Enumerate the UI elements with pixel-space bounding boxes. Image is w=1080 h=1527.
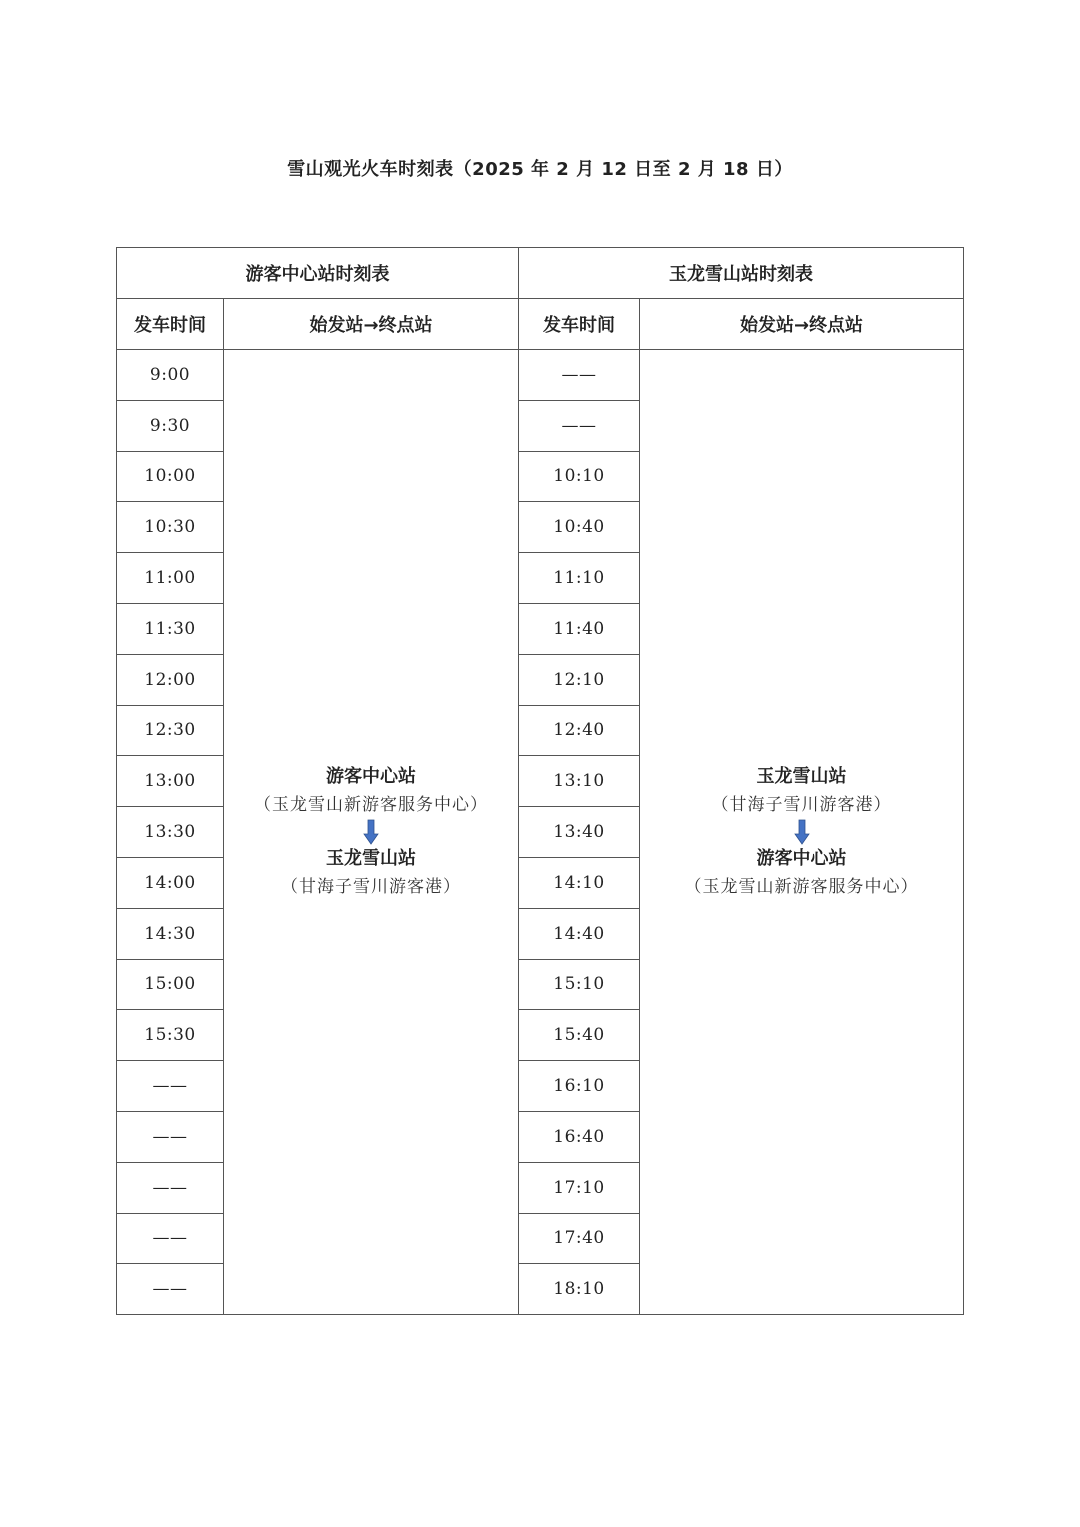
left-departure-time: 9:30 [117,400,224,451]
left-route-cell [224,350,519,1315]
column-header-row [117,299,964,350]
right-section-title: 玉龙雪山站时刻表 [519,248,964,299]
left-departure-time: 12:30 [117,705,224,756]
right-from-station: 玉龙雪山站 [756,766,847,788]
right-departure-time: 18:10 [519,1264,640,1315]
left-departure-time: 14:30 [117,908,224,959]
schedule-table [116,247,964,1315]
right-departure-time: 10:10 [519,451,640,502]
right-departure-time: 13:40 [519,807,640,858]
right-departure-time: 12:40 [519,705,640,756]
right-col-time-header: 发车时间 [519,299,640,350]
right-departure-time: 10:40 [519,502,640,553]
left-departure-time: 13:00 [117,756,224,807]
left-departure-time: —— [117,1162,224,1213]
page-title: 雪山观光火车时刻表（2025 年 2 月 12 日至 2 月 18 日） [287,159,793,180]
left-col-route-header: 始发站→终点站 [224,299,519,350]
right-departure-time: —— [519,400,640,451]
left-departure-time: 15:30 [117,1010,224,1061]
left-col-time-header: 发车时间 [117,299,224,350]
left-departure-time: 13:30 [117,807,224,858]
right-departure-time: 15:40 [519,1010,640,1061]
right-departure-time: 17:10 [519,1162,640,1213]
right-departure-time: 15:10 [519,959,640,1010]
left-departure-time: —— [117,1061,224,1112]
left-departure-time: —— [117,1264,224,1315]
left-section-title: 游客中心站时刻表 [117,248,519,299]
right-departure-time: 11:10 [519,553,640,604]
left-route [224,763,518,901]
right-departure-time: 13:10 [519,756,640,807]
right-departure-time: 16:10 [519,1061,640,1112]
left-from-station-sub: （玉龙雪山新游客服务中心） [254,795,488,816]
left-from-station: 游客中心站 [326,766,416,788]
left-departure-time: 11:00 [117,553,224,604]
left-departure-time: 10:30 [117,502,224,553]
down-arrow-icon [363,819,379,845]
right-from-station-sub: （甘海子雪川游客港） [711,795,892,816]
left-to-station: 玉龙雪山站 [326,848,416,870]
right-departure-time: —— [519,350,640,401]
left-departure-time: 15:00 [117,959,224,1010]
right-route [640,763,963,901]
left-departure-time: 9:00 [117,350,224,401]
right-departure-time: 14:10 [519,857,640,908]
table-row [117,350,964,401]
left-departure-time: 14:00 [117,857,224,908]
left-departure-time: —— [117,1213,224,1264]
down-arrow-icon [794,819,810,845]
right-departure-time: 12:10 [519,654,640,705]
right-departure-time: 11:40 [519,603,640,654]
left-departure-time: —— [117,1111,224,1162]
section-header-row [117,248,964,299]
left-to-station-sub: （甘海子雪川游客港） [281,877,461,898]
right-departure-time: 17:40 [519,1213,640,1264]
right-col-route-header: 始发站→终点站 [640,299,964,350]
right-to-station: 游客中心站 [756,848,847,870]
left-departure-time: 10:00 [117,451,224,502]
right-departure-time: 16:40 [519,1111,640,1162]
left-departure-time: 11:30 [117,603,224,654]
left-departure-time: 12:00 [117,654,224,705]
right-to-station-sub: （玉龙雪山新游客服务中心） [684,877,919,898]
right-departure-time: 14:40 [519,908,640,959]
right-route-cell [640,350,964,1315]
